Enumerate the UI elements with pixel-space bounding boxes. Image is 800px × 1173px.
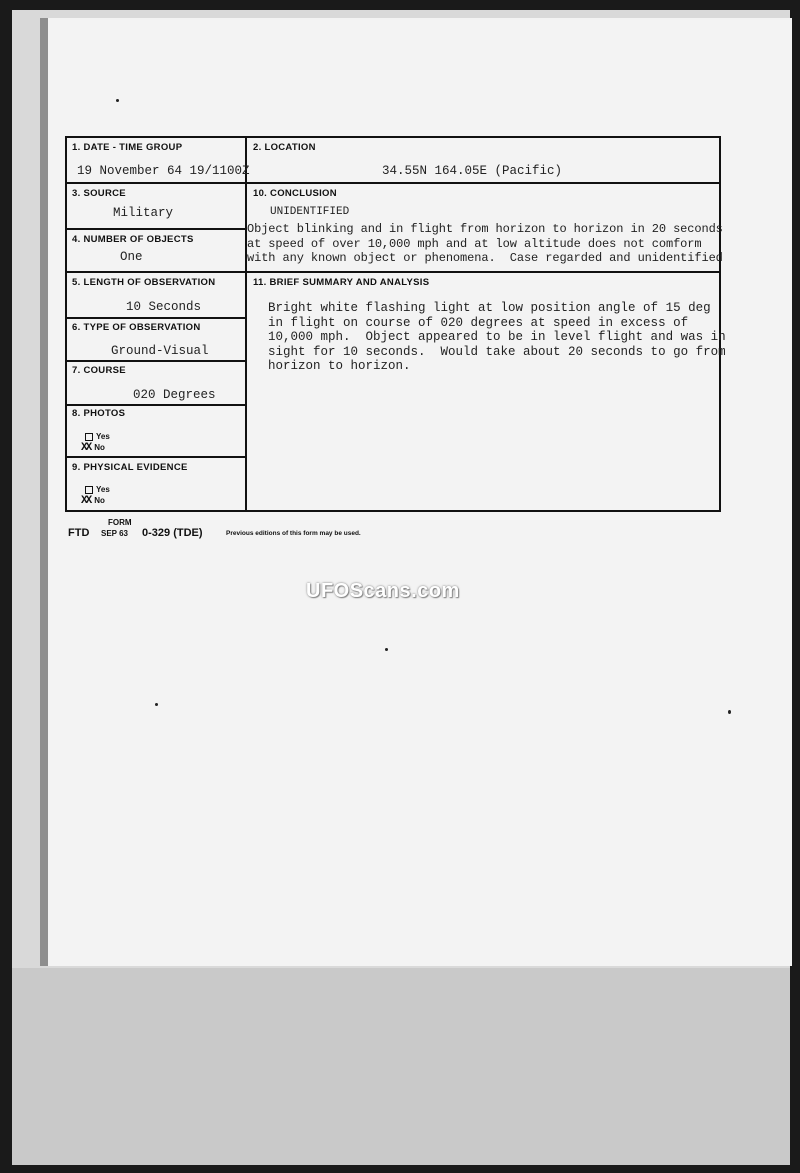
length-label: 5. LENGTH OF OBSERVATION [72, 277, 216, 288]
type-label: 6. TYPE OF OBSERVATION [72, 322, 201, 333]
form-date: SEP 63 [101, 529, 128, 538]
checkbox-icon [85, 433, 93, 441]
scan-speck [155, 703, 158, 706]
conclusion-text: Object blinking and in flight from horizon to horizon in 20 seconds at speed of over 10,000 mph and at low altitude does not comform with any known object or phenomena. Case regarded and unidentified [247, 222, 723, 265]
location-value: 34.55N 164.05E (Pacific) [382, 164, 563, 178]
form-note: Previous editions of this form may be used. [226, 530, 361, 537]
form-ftd: FTD [68, 527, 90, 539]
photos-no-option [81, 442, 105, 454]
location-label: 2. LOCATION [253, 142, 316, 153]
scan-lower-margin [12, 968, 790, 1165]
course-label: 7. COURSE [72, 365, 126, 376]
report-form [65, 136, 726, 512]
typed-x-mark-icon: XX [81, 442, 91, 454]
scan-speck [116, 99, 119, 102]
row-divider [67, 456, 247, 458]
physical-evidence-label: 9. PHYSICAL EVIDENCE [72, 462, 188, 473]
course-value: 020 Degrees [133, 388, 216, 402]
photos-yes-label: Yes [96, 432, 110, 441]
date-value: 19 November 64 19/1100Z [77, 164, 250, 178]
conclusion-heading: UNIDENTIFIED [270, 206, 350, 218]
row-divider [67, 182, 719, 184]
summary-label: 11. BRIEF SUMMARY AND ANALYSIS [253, 277, 430, 288]
physical-no-option [81, 495, 105, 507]
source-value: Military [113, 206, 174, 220]
row-divider [67, 271, 719, 273]
row-divider [67, 404, 247, 406]
physical-no-label: No [94, 496, 105, 505]
num-objects-label: 4. NUMBER OF OBJECTS [72, 234, 194, 245]
photos-yes-option [85, 432, 110, 441]
date-label: 1. DATE - TIME GROUP [72, 142, 183, 153]
summary-text: Bright white flashing light at low position angle of 15 deg in flight on course of 020 degrees at speed in excess of 10,000 mph. Object appeared to be in level flight and was in sight for 10 seconds. Would take about 20 seconds to go from horizon to horizon. [268, 301, 726, 373]
photos-no-label: No [94, 443, 105, 452]
form-word: FORM [108, 518, 132, 527]
typed-x-mark-icon: XX [81, 495, 91, 507]
row-divider [67, 228, 247, 230]
row-divider [67, 317, 247, 319]
form-number: 0-329 (TDE) [142, 527, 203, 539]
conclusion-label: 10. CONCLUSION [253, 188, 337, 199]
physical-yes-option [85, 485, 110, 494]
type-value: Ground-Visual [111, 344, 209, 358]
scan-speck [728, 710, 731, 714]
scan-speck [385, 648, 388, 651]
length-value: 10 Seconds [126, 300, 202, 314]
photos-label: 8. PHOTOS [72, 408, 126, 419]
row-divider [67, 360, 247, 362]
checkbox-icon [85, 486, 93, 494]
physical-yes-label: Yes [96, 485, 110, 494]
source-label: 3. SOURCE [72, 188, 126, 199]
watermark: UFOScans.com [306, 580, 460, 602]
num-objects-value: One [120, 250, 143, 264]
column-divider [245, 138, 247, 510]
